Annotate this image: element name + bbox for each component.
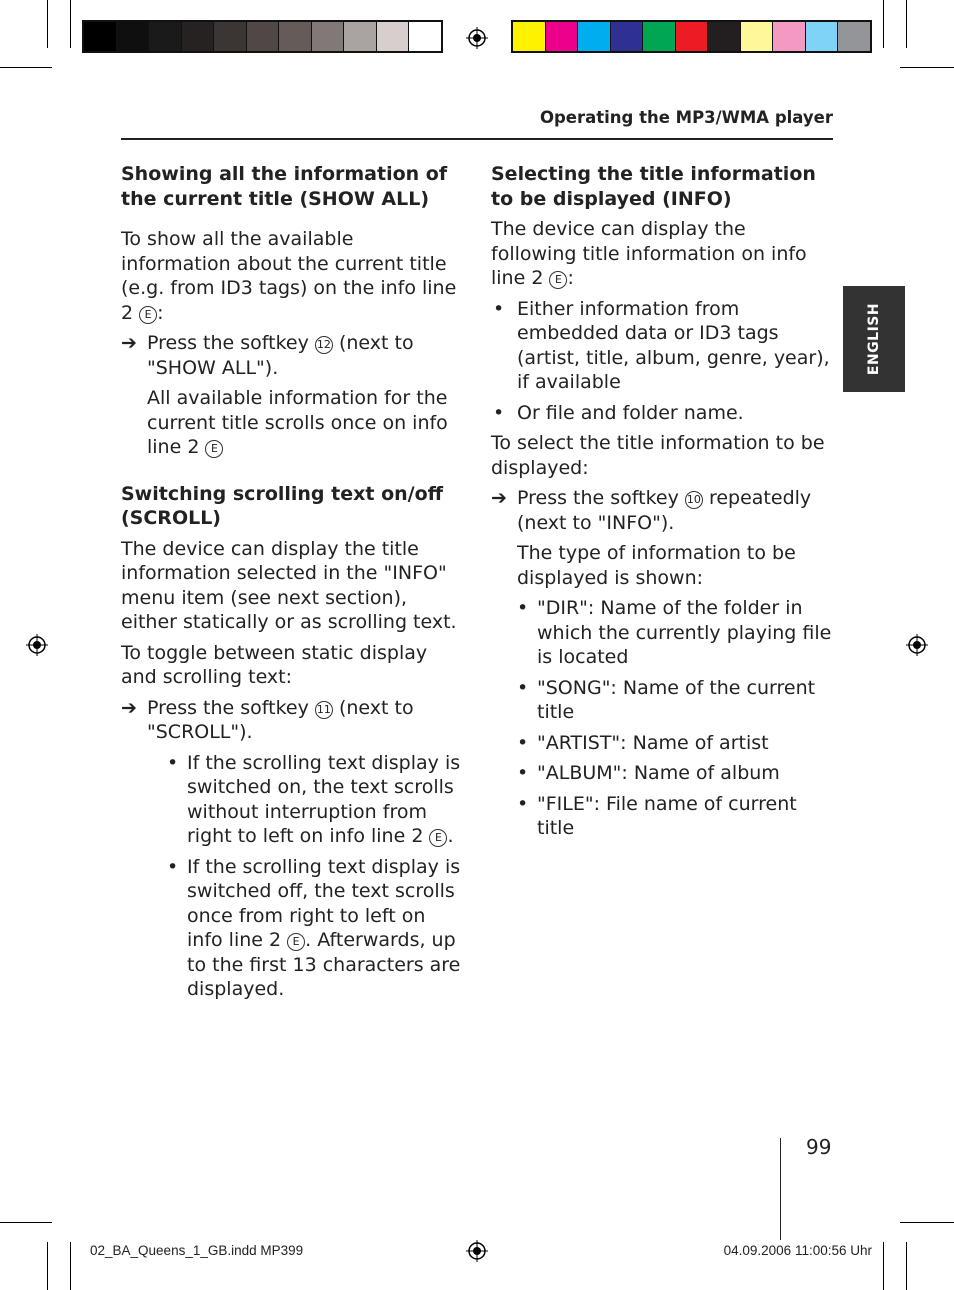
left-column <box>121 162 467 1002</box>
info-line-ref-icon: E <box>549 271 567 289</box>
registration-mark-icon <box>466 1240 488 1262</box>
softkey-ref-icon: 12 <box>315 336 333 354</box>
crop-mark <box>70 1242 71 1290</box>
color-swatch <box>805 22 838 51</box>
step-item: ➔ Press the softkey 10 repeatedly (next to "INFO"). <box>491 487 812 534</box>
color-swatch <box>545 22 578 51</box>
bullet-icon: • <box>493 297 505 320</box>
registration-mark-icon <box>26 634 48 656</box>
color-swatch <box>513 22 545 51</box>
color-swatch <box>577 22 610 51</box>
color-swatch <box>707 22 740 51</box>
arrow-icon: ➔ <box>121 332 137 354</box>
color-swatch <box>376 22 409 51</box>
bullet-icon: • <box>517 731 529 754</box>
crop-mark <box>900 1222 954 1223</box>
section-heading-info: Selecting the title information to be displayed (INFO) <box>491 163 816 210</box>
section-heading-show-all: Showing all the information of the current title (SHOW ALL) <box>121 163 448 210</box>
list-item: • If the scrolling text display is switched on, the text scrolls without interruption from right to left on info line 2 E . <box>167 751 461 847</box>
language-tab-label: ENGLISH <box>866 302 882 376</box>
info-line-ref-icon: E <box>139 306 157 324</box>
registration-mark-icon <box>906 634 928 656</box>
color-swatch <box>740 22 773 51</box>
step-result: The type of information to be displayed is shown: <box>517 542 796 589</box>
color-swatch <box>311 22 344 51</box>
color-swatch <box>642 22 675 51</box>
arrow-icon: ➔ <box>491 487 507 509</box>
grayscale-bar <box>82 20 443 53</box>
color-swatch <box>278 22 311 51</box>
paragraph: To select the title information to be displayed: <box>491 432 825 479</box>
softkey-ref-icon: 11 <box>315 701 333 719</box>
crop-mark <box>906 1242 907 1290</box>
step-item: ➔ Press the softkey 11 (next to "SCROLL"). <box>121 696 414 743</box>
arrow-icon: ➔ <box>121 696 137 719</box>
color-swatch <box>148 22 181 51</box>
color-swatch <box>84 22 116 51</box>
crop-mark <box>0 67 52 68</box>
step-item: ➔ Press the softkey 12 (next to "SHOW ALL"). <box>121 332 414 379</box>
running-header: Operating the MP3/WMA player <box>539 108 833 127</box>
footer-timestamp: 04.09.2006 11:00:56 Uhr <box>723 1243 872 1258</box>
page-number: 99 <box>806 1135 832 1159</box>
bullet-icon: • <box>167 855 179 878</box>
page-number-rule <box>780 1138 781 1240</box>
header-rule <box>121 138 833 140</box>
bullet-icon: • <box>517 676 529 699</box>
list-item: • "DIR": Name of the folder in which the currently playing file is located <box>517 597 832 668</box>
registration-mark-icon <box>466 27 488 49</box>
bullet-icon: • <box>517 792 529 815</box>
list-item: • If the scrolling text display is switched off, the text scrolls once from right to left on info line 2 E . Afterwards, up to the first 13 characters are displayed. <box>167 855 461 1000</box>
list-item: • "SONG": Name of the current title <box>517 676 816 723</box>
paragraph: The device can display the following title information on info line 2 E : <box>491 218 807 289</box>
crop-mark <box>906 0 907 48</box>
crop-mark <box>47 0 48 48</box>
crop-mark <box>883 0 884 48</box>
color-swatch <box>116 22 149 51</box>
crop-mark <box>0 1222 52 1223</box>
color-swatch <box>181 22 214 51</box>
language-tab <box>843 286 905 392</box>
section-heading-scroll: Switching scrolling text on/off (SCROLL) <box>121 482 444 529</box>
paragraph: To show all the available information about the current title (e.g. from ID3 tags) on the info line 2 E : <box>121 228 457 324</box>
info-line-ref-icon: E <box>429 829 447 847</box>
crop-mark <box>70 0 71 48</box>
bullet-icon: • <box>517 762 529 784</box>
color-swatch <box>343 22 376 51</box>
list-item: • Or file and folder name. <box>493 401 744 424</box>
color-swatch <box>246 22 279 51</box>
bullet-icon: • <box>167 751 179 774</box>
crop-mark <box>883 1242 884 1290</box>
color-swatch <box>213 22 246 51</box>
list-item: • "FILE": File name of current title <box>517 792 797 839</box>
color-swatch <box>408 22 441 51</box>
footer-file-info: 02_BA_Queens_1_GB.indd MP399 <box>90 1243 304 1258</box>
crop-mark <box>47 1242 48 1290</box>
paragraph: To toggle between static display and scrolling text: <box>121 641 428 688</box>
step-result: All available information for the current title scrolls once on info line 2 E <box>147 387 448 458</box>
color-swatch <box>772 22 805 51</box>
info-line-ref-icon: E <box>287 933 305 951</box>
color-swatch <box>837 22 870 51</box>
list-item: • "ARTIST": Name of artist <box>517 731 769 754</box>
crop-mark <box>900 67 954 68</box>
paragraph: The device can display the title information selected in the "INFO" menu item (see next section), either statically or as scrolling text. <box>121 537 457 633</box>
softkey-ref-icon: 10 <box>685 491 703 509</box>
color-bar <box>511 20 872 53</box>
color-swatch <box>675 22 708 51</box>
color-swatch <box>610 22 643 51</box>
bullet-icon: • <box>493 401 505 424</box>
info-line-ref-icon: E <box>205 440 223 458</box>
right-column <box>491 162 836 841</box>
list-item: • Either information from embedded data or ID3 tags (artist, title, album, genre, year), if available <box>493 297 830 393</box>
list-item: • "ALBUM": Name of album <box>517 762 780 784</box>
bullet-icon: • <box>517 597 529 619</box>
